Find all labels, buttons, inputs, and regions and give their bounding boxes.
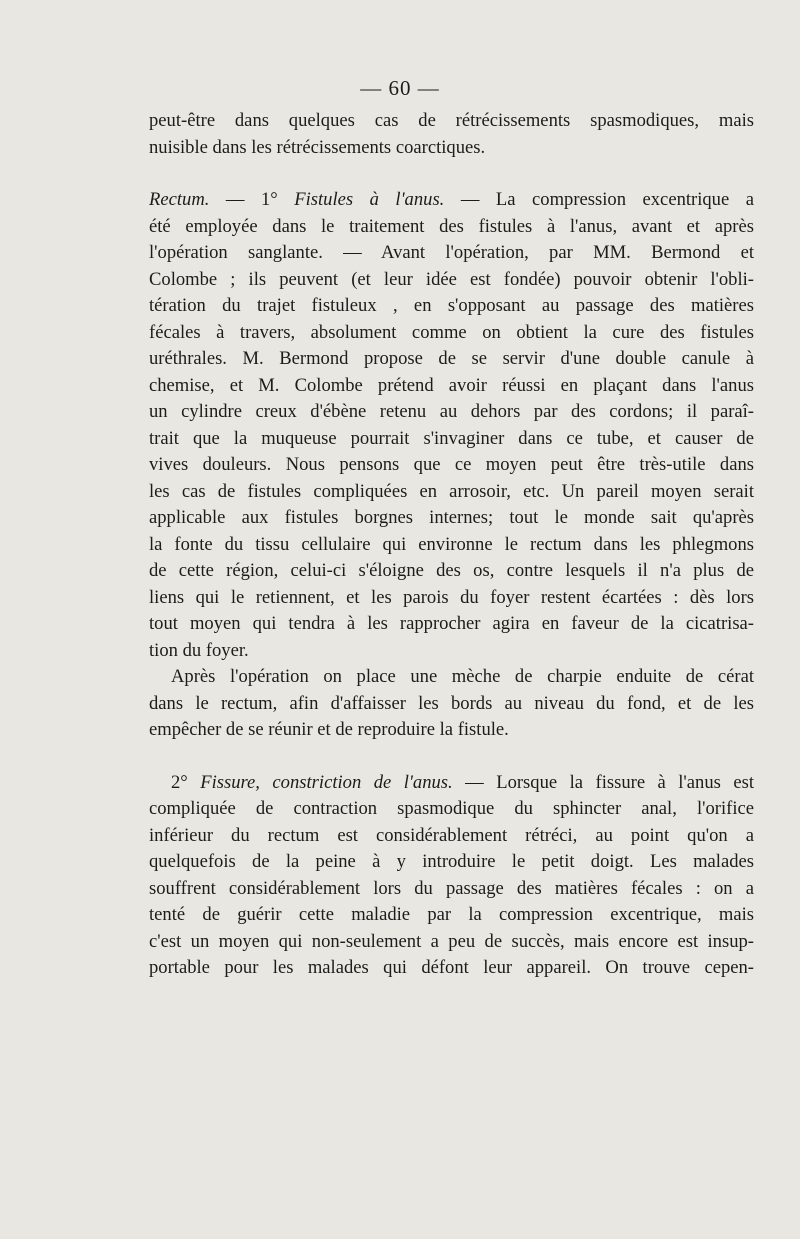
paragraph-fissure [149,770,754,982]
text-line: les cas de fistules compliquées en arrosoir, etc. Un pareil moyen serait [149,480,754,502]
paragraph-apres-operation [149,664,754,744]
text-line: inférieur du rectum est considérablement rétréci, au point qu'on a [149,824,754,846]
text-line: tout moyen qui tendra à les rapprocher agira en faveur de la cicatrisa- [149,613,754,634]
text-line: tion du foyer. [149,639,249,661]
text-line [149,187,754,214]
text-run: — Lorsque la fissure à l'anus est [452,771,754,793]
text-line: un cylindre creux d'ébène retenu au dehors par des cordons; il paraî- [149,401,754,422]
text-line: trait que la muqueuse pourrait s'invaginer dans ce tube, et causer de [149,427,754,449]
body-text [149,108,754,982]
text-line: l'opération sanglante. — Avant l'opération, par MM. Bermond et [149,242,754,263]
text-line: empêcher de se réunir et de reproduire la fistule. [149,719,509,740]
subsection-number: — 1° [209,189,295,210]
text-line: souffrent considérablement lors du passage des matières fécales : on a [149,877,754,899]
subsection-title-fissure: Fissure, constriction de l'anus. [200,771,453,793]
text-line: Colombe ; ils peuvent (et leur idée est fondée) pouvoir obtenir l'obli- [149,268,754,290]
page-number: — 60 — [360,76,440,100]
text-line: la fonte du tissu cellulaire qui environne le rectum dans les phlegmons [149,533,754,555]
text-line: uréthrales. M. Bermond propose de se servir d'une double canule à [149,348,754,369]
paragraph-rectum [149,187,754,664]
text-line: liens qui le retiennent, et les parois du foyer restent écartées : dès lors [149,586,754,608]
section-heading-rectum: Rectum. [149,189,210,210]
text-line: portable pour les malades qui défont leur appareil. On trouve cepen- [149,957,754,978]
text-line: été employée dans le traitement des fistules à l'anus, avant et après [149,215,754,237]
text-line: dans le rectum, afin d'affaisser les bords au niveau du fond, et de les [149,692,754,714]
text-line: Après l'opération on place une mèche de charpie enduite de cérat [171,666,754,687]
subsection-title-fistules: Fistules à l'anus. [294,189,445,210]
text-line: fécales à travers, absolument comme on obtient la cure des fistules [149,321,754,343]
text-line: quelquefois de la peine à y introduire le petit doigt. Les malades [149,851,754,872]
text-line: chemise, et M. Colombe prétend avoir réussi en plaçant dans l'anus [149,374,754,396]
text-line: applicable aux fistules borgnes internes; tout le monde sait qu'après [149,507,754,528]
text-line: peut-être dans quelques cas de rétrécissements spasmodiques, mais [149,110,754,131]
text-line: vives douleurs. Nous pensons que ce moyen peut être très-utile dans [149,454,754,475]
text-line: compliquée de contraction spasmodique du sphincter anal, l'orifice [149,798,754,819]
text-run: — La compression excentrique a [444,189,754,210]
text-line [149,770,754,797]
text-line: nuisible dans les rétrécissements coarctiques. [149,136,486,158]
text-line: tération du trajet fistuleux , en s'opposant au passage des matières [149,295,754,316]
paragraph-1 [149,108,754,161]
text-line: tenté de guérir cette maladie par la compression excentrique, mais [149,904,754,925]
text-line: de cette région, celui-ci s'éloigne des os, contre lesquels il n'a plus de [149,560,754,581]
subsection-number: 2° [171,771,201,793]
text-line: c'est un moyen qui non-seulement a peu de succès, mais encore est insup- [149,930,754,952]
